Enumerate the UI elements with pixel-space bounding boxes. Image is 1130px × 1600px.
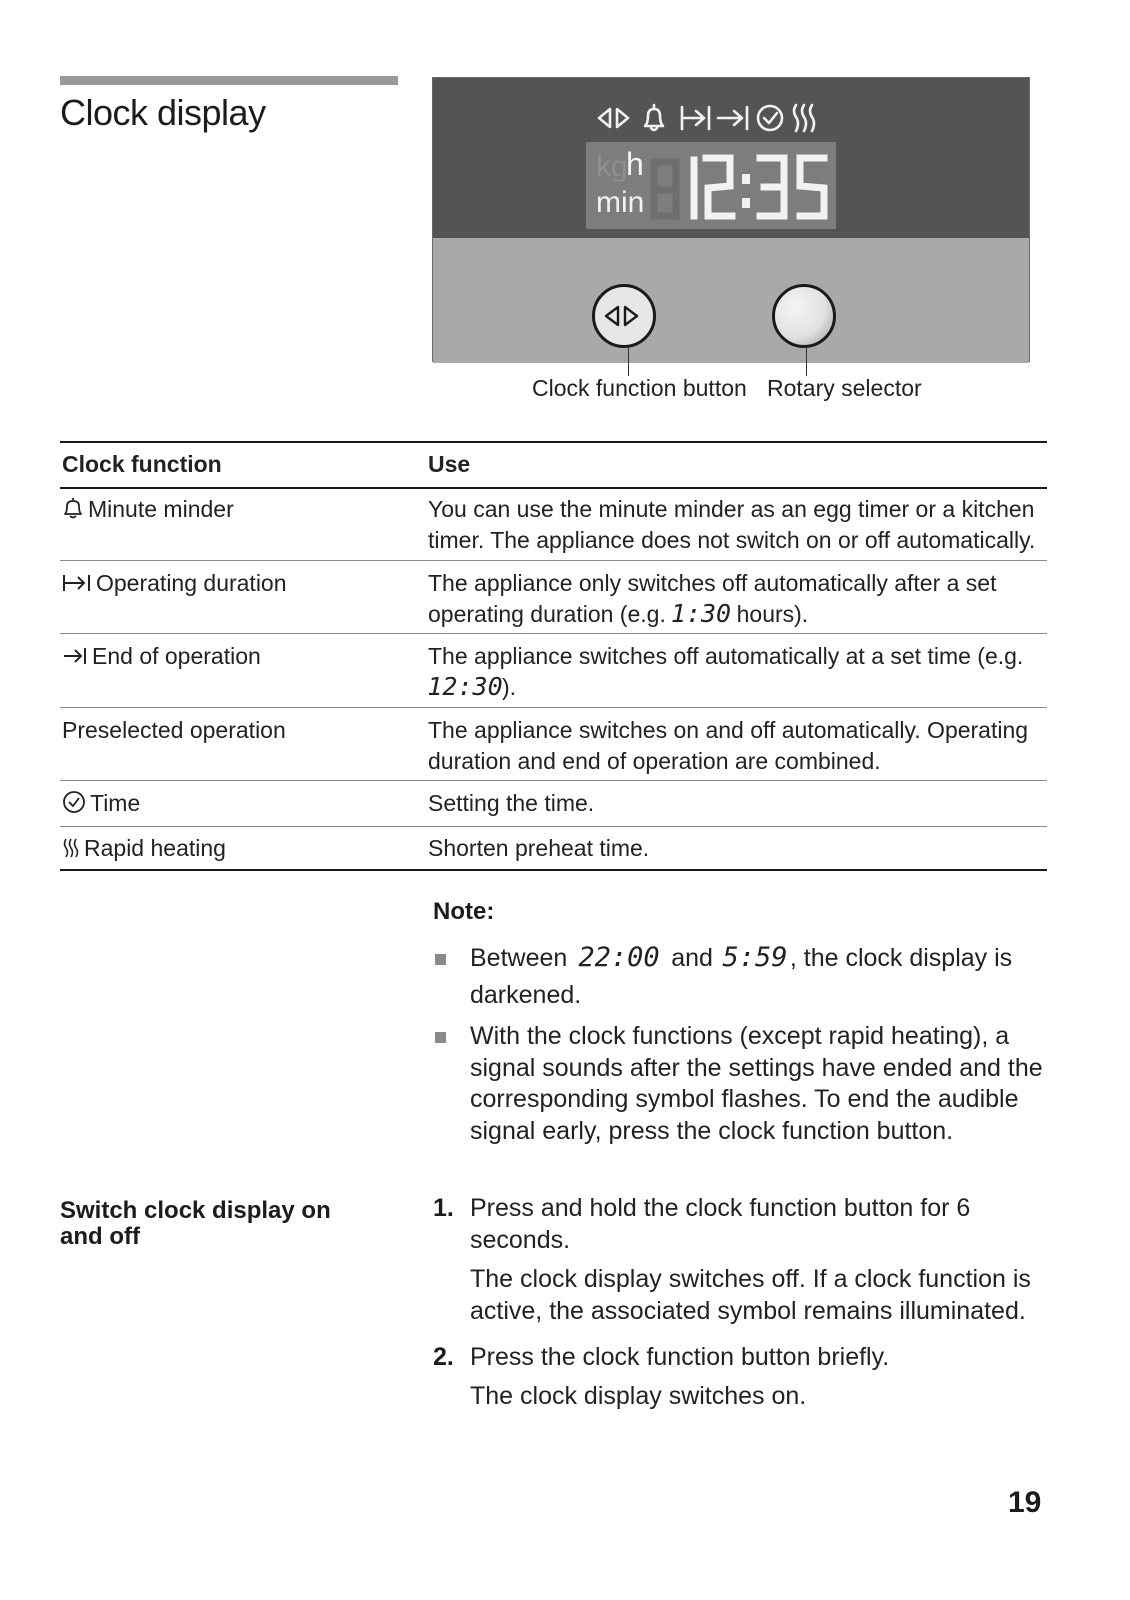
button-leader-line	[628, 346, 629, 376]
row-divider	[60, 560, 1047, 561]
note-text: Between	[470, 944, 575, 972]
rotary-selector[interactable]	[772, 284, 836, 348]
rapid-heating-icon	[62, 837, 80, 859]
lcd-value	[722, 943, 788, 980]
lcd-value-text: 5:59	[722, 942, 788, 973]
step-result: The clock display switches on.	[470, 1382, 807, 1410]
lcd-unit-h: h	[626, 146, 644, 182]
use-text	[428, 641, 1043, 708]
table-row	[62, 641, 412, 672]
note-bullet-2: With the clock functions (except rapid heating), a signal sounds after the settings have ended and the corresponding symbol flashes. To end the audible signal early, press the clock function button.	[470, 1022, 1043, 1145]
table-header-rule	[60, 487, 1047, 489]
step-instruction: Press and hold the clock function button for 6 seconds.	[470, 1194, 971, 1254]
note-bullet-1	[470, 943, 1048, 1011]
row-divider	[60, 826, 1047, 827]
bell-icon	[62, 496, 84, 520]
clock-function-button[interactable]	[592, 284, 656, 348]
table-row	[62, 833, 412, 864]
use-text: The appliance switches on and off automatically. Operating duration and end of operation are combined.	[428, 717, 1029, 774]
operating-duration-icon	[62, 572, 92, 594]
page-number: 19	[1008, 1486, 1042, 1519]
use-text-after: hours).	[730, 601, 809, 627]
note-text: , the clock display is darkened.	[470, 944, 1013, 1009]
bell-icon	[645, 105, 663, 130]
note-text: and	[664, 944, 720, 972]
step-number: 2.	[433, 1343, 454, 1371]
table-header-use: Use	[428, 451, 471, 477]
table-row	[62, 715, 412, 746]
table-top-rule	[60, 441, 1047, 443]
step-instruction: Press the clock function button briefly.	[470, 1343, 890, 1371]
clock-function-arrows-icon	[599, 109, 628, 127]
use-text-before: The appliance switches off automatically at a set time (e.g.	[428, 643, 1024, 669]
lcd-value	[671, 599, 732, 635]
row-divider	[60, 707, 1047, 708]
lcd-time-digits	[646, 142, 836, 229]
note-title: Note:	[433, 898, 495, 925]
table-bottom-rule	[60, 869, 1047, 871]
clock-icon	[758, 106, 782, 130]
use-text-before: The appliance only switches off automatically after a set operating duration (e.g.	[428, 570, 997, 627]
function-label: Preselected operation	[62, 717, 286, 743]
end-of-operation-icon	[718, 107, 747, 129]
table-row	[62, 494, 412, 525]
caption-clock-function-button: Clock function button	[532, 375, 747, 401]
row-divider	[60, 633, 1047, 634]
lcd-unit-kg: kg	[596, 150, 628, 183]
caption-rotary-selector: Rotary selector	[767, 375, 922, 401]
bullet-marker	[435, 954, 446, 965]
table-header-function: Clock function	[62, 451, 222, 477]
lcd-value-text: 12:30	[427, 672, 503, 701]
table-row	[62, 788, 412, 819]
lcd-value	[427, 672, 503, 708]
panel-display-area	[433, 78, 1029, 238]
rotary-leader-line	[806, 346, 807, 376]
function-label: Minute minder	[88, 496, 234, 522]
use-text: Setting the time.	[428, 790, 595, 816]
function-label: Time	[90, 790, 141, 816]
rapid-heating-icon	[794, 105, 814, 131]
clock-function-arrows-icon	[595, 287, 653, 345]
function-label: End of operation	[92, 643, 261, 669]
lcd-value	[576, 943, 662, 980]
row-divider	[60, 780, 1047, 781]
end-of-operation-icon	[62, 645, 88, 667]
page-title: Clock display	[60, 92, 266, 133]
clock-function-symbols	[596, 100, 836, 136]
operating-duration-icon	[682, 107, 709, 129]
lcd-value-text: 1:30	[671, 599, 732, 628]
step-result: The clock display switches off. If a clock function is active, the associated symbol remains illuminated.	[470, 1265, 1031, 1325]
panel-controls-area	[433, 238, 1029, 363]
use-text	[428, 568, 1043, 635]
function-label: Operating duration	[96, 570, 287, 596]
lcd-display	[586, 142, 836, 229]
bullet-marker	[435, 1032, 446, 1043]
table-row	[62, 568, 412, 599]
function-label: Rapid heating	[84, 835, 226, 861]
lcd-value-text: 22:00	[578, 942, 660, 973]
lcd-time-text: 12:35	[739, 162, 743, 163]
step-number: 1.	[433, 1194, 454, 1222]
title-rule	[60, 76, 398, 85]
use-text-after: ).	[502, 674, 517, 700]
use-text: You can use the minute minder as an egg timer or a kitchen timer. The appliance does not switch on or off automatically.	[428, 496, 1036, 553]
clock-icon	[62, 790, 86, 814]
control-panel-illustration	[432, 77, 1030, 362]
lcd-unit-min: min	[596, 186, 645, 219]
use-text: Shorten preheat time.	[428, 835, 650, 861]
section-heading: Switch clock display on and off	[60, 1197, 331, 1250]
